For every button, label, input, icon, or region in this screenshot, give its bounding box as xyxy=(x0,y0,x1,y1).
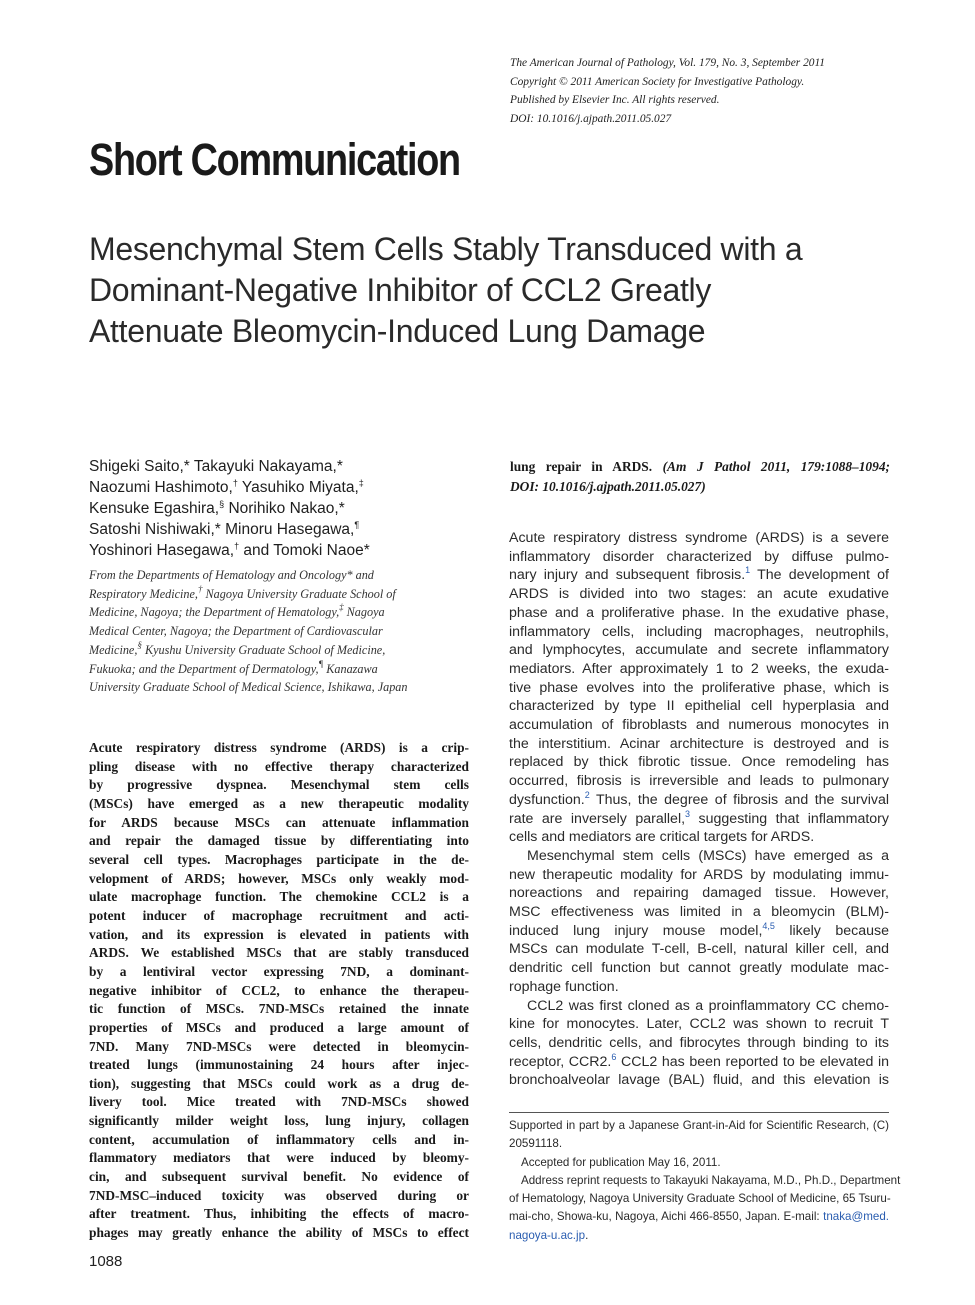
abstract-line: tic function of MSCs. 7ND-MSCs retained the innate xyxy=(89,1001,469,1017)
body-line: phase and a proliferative phase. In the exudative phase, xyxy=(509,604,889,621)
reference-link[interactable]: 6 xyxy=(611,1051,617,1062)
doi-line: DOI: 10.1016/j.ajpath.2011.05.027 xyxy=(510,112,672,125)
email-link[interactable]: nagoya-u.ac.jp xyxy=(509,1228,586,1242)
abstract xyxy=(89,739,469,1243)
citation-doi: DOI: 10.1016/j.ajpath.2011.05.027) xyxy=(510,478,706,494)
author-line: Kensuke Egashira,§ Norihiko Nakao,* xyxy=(89,499,345,517)
body-line: noreactions and repairing damaged tissue. However, xyxy=(509,885,889,902)
abstract-line: content, accumulation of inflammatory cells and in- xyxy=(89,1131,469,1147)
body-line: accumulation of fibroblasts and numerous monocytes in xyxy=(509,717,889,734)
section-heading: Short Communication xyxy=(89,134,460,185)
author-line: Yoshinori Hasegawa,† and Tomoki Naoe* xyxy=(89,541,370,559)
abstract-line: several cell types. Macrophages participate in the de- xyxy=(89,851,469,867)
body-line: characterized by type II epithelial cell hyperplasia and xyxy=(509,698,889,715)
body-line: MSCs can modulate T-cell, B-cell, natural killer cell, and xyxy=(509,941,889,958)
body-line: inflammatory disorder characterized by diffuse pulmo- xyxy=(509,548,889,565)
body-line: ARDS is divided into two stages: an acute exudative xyxy=(509,586,889,603)
abstract-line: 7ND. Many 7ND-MSCs were detected in bleomycin- xyxy=(89,1038,469,1054)
affiliation-line: Medicine, Nagoya; the Department of Hematology,‡ Nagoya xyxy=(89,602,385,620)
abstract-line: flammatory mediators that were induced by bleomy- xyxy=(89,1150,469,1166)
affiliation-line: University Graduate School of Medical Science, Ishikawa, Japan xyxy=(89,680,408,695)
journal-info xyxy=(510,54,930,128)
author-list xyxy=(89,456,489,561)
journal-citation: The American Journal of Pathology, Vol. 179, No. 3, September 2011 xyxy=(510,57,826,69)
body-line: MSC effectiveness was limited in a bleomycin (BLM)- xyxy=(509,904,889,921)
body-line: occurred, fibrosis is irreversible and leads to pulmonary xyxy=(509,773,889,790)
reference-link[interactable]: 2 xyxy=(584,789,590,800)
body-line: and lymphocytes, accumulate and secrete inflammatory xyxy=(509,642,889,659)
abstract-continuation xyxy=(510,457,890,496)
abstract-line: 7ND-MSC–induced toxicity was observed during or xyxy=(89,1187,469,1203)
address-note: mai-cho, Showa-ku, Nagoya, Aichi 466-8550, Japan. E-mail: tnaka@med. xyxy=(509,1210,889,1224)
body-line: rophage function. xyxy=(509,978,619,995)
abstract-line: Acute respiratory distress syndrome (ARDS) is a crip- xyxy=(89,740,469,755)
journal-reference: (Am J Pathol 2011, 179:1088–1094; xyxy=(662,459,890,474)
main-text xyxy=(509,529,889,1090)
title-line: Mesenchymal Stem Cells Stably Transduced with a xyxy=(89,231,803,267)
publisher-line: Published by Elsevier Inc. All rights reserved. xyxy=(510,94,720,107)
body-line: Acute respiratory distress syndrome (ARDS) is a severe xyxy=(509,530,889,546)
funding-note: 20591118. xyxy=(509,1137,563,1151)
body-line: replaced by thick fibrotic tissue. Once remodeling has xyxy=(509,754,889,771)
accepted-note: Accepted for publication May 16, 2011. xyxy=(521,1155,721,1169)
abstract-line: pling disease with no effective therapy characterized xyxy=(89,758,469,774)
affiliation-line: Medical Center, Nagoya; the Department of Cardiovascular xyxy=(89,624,383,639)
abstract-line: for ARDS because MSCs can attenuate inflammation xyxy=(89,814,469,830)
title-line: Dominant-Negative Inhibitor of CCL2 Greatly xyxy=(89,272,712,308)
body-line: the interstitium. Acinar architecture is destroyed and is xyxy=(509,735,889,752)
copyright-line: Copyright © 2011 American Society for Investigative Pathology. xyxy=(510,75,805,88)
body-line: CCL2 was first cloned as a proinflammatory CC chemo- xyxy=(527,997,889,1014)
affiliation-line: From the Departments of Hematology and Oncology* and xyxy=(89,568,374,582)
affiliation-line: Medicine,§ Kyushu University Graduate School of Medicine, xyxy=(89,639,386,657)
abstract-line: significantly milder weight loss, lung injury, collagen xyxy=(89,1113,469,1129)
article-title xyxy=(89,229,919,352)
body-line: inflammatory cells, including macrophages, neutrophils, xyxy=(509,623,889,640)
footnote-divider xyxy=(509,1112,889,1113)
abstract-line: by a lentiviral vector expressing 7ND, a dominant- xyxy=(89,963,469,979)
address-note: nagoya-u.ac.jp. xyxy=(509,1228,589,1242)
reference-link[interactable]: 1 xyxy=(745,565,751,576)
body-line: induced lung injury mouse model,$^{4,5}$ likely because xyxy=(509,920,889,939)
body-line: cells and mediators are critical targets for ARDS. xyxy=(509,829,815,846)
abstract-line: cin, and subsequent survival benefit. No evidence of xyxy=(89,1169,469,1185)
author-line: Satoshi Nishiwaki,* Minoru Hasegawa,¶ xyxy=(89,520,360,538)
body-line: mediators. After approximately 1 to 2 weeks, the exuda- xyxy=(509,660,889,677)
abstract-line: (MSCs) have emerged as a new therapeutic modality xyxy=(89,795,469,811)
abstract-line: vation, and its expression is elevated in patients with xyxy=(89,926,469,942)
affiliation-line: Respiratory Medicine,† Nagoya University Graduate School of xyxy=(89,583,396,601)
body-line: bronchoalveolar lavage (BAL) fluid, and this elevation is xyxy=(509,1072,889,1089)
abstract-line: velopment of ARDS; however, MSCs only weakly mod- xyxy=(89,870,469,886)
page-number: 1088 xyxy=(89,1253,123,1270)
body-line: dendritic cell function but cannot greatly modulate mac- xyxy=(509,960,889,977)
body-line: tive phase evolves into the proliferative phase, which is xyxy=(509,679,889,696)
reference-link[interactable]: 4,5 xyxy=(762,920,775,931)
abstract-line: potent inducer of macrophage recruitment and acti- xyxy=(89,907,469,923)
funding-note: Supported in part by a Japanese Grant-in-Aid for Scientific Research, (C) xyxy=(509,1119,889,1132)
body-line: receptor, CCR2.$^6$ CCL2 has been reported to be elevated in xyxy=(509,1051,889,1070)
abstract-line: livery tool. Mice treated with 7ND-MSCs showed xyxy=(89,1094,469,1110)
abstract-line: properties of MSCs and produced a large amount of xyxy=(89,1019,469,1035)
email-link[interactable]: tnaka@med. xyxy=(823,1210,889,1224)
title-line: Attenuate Bleomycin-Induced Lung Damage xyxy=(89,313,706,349)
citation-line-1: lung repair in ARDS. (Am J Pathol 2011, 179:1088–1094; xyxy=(510,459,890,474)
body-line: cells, dendritic cells, and fibrocytes through binding to its xyxy=(509,1034,889,1051)
author-line: Naozumi Hashimoto,† Yasuhiko Miyata,‡ xyxy=(89,478,364,496)
abstract-line: and repair the damaged tissue by differentiating into xyxy=(89,833,469,849)
address-note: Address reprint requests to Takayuki Nakayama, M.D., Ph.D., Department xyxy=(521,1173,901,1187)
abstract-line: tion), suggesting that MSCs could work as a drug de- xyxy=(89,1075,469,1091)
abstract-line: phages may greatly enhance the ability of MSCs to effect xyxy=(89,1225,469,1241)
body-line: nary injury and subsequent fibrosis.$^1$ The development of xyxy=(509,565,889,584)
body-line: rate are inversely parallel,$^3$ suggesting that inflammatory xyxy=(509,808,889,827)
affiliations xyxy=(89,566,474,697)
abstract-line: negative inhibitor of CCL2, to enhance the therapeu- xyxy=(89,982,469,998)
address-note: of Hematology, Nagoya University Graduate School of Medicine, 65 Tsuru- xyxy=(509,1192,891,1206)
reference-link[interactable]: 3 xyxy=(685,808,691,819)
author-line: Shigeki Saito,* Takayuki Nakayama,* xyxy=(89,458,343,475)
abstract-line: treated lungs (immunostaining 24 hours after injec- xyxy=(89,1057,469,1073)
body-line: dysfunction.$^2$ Thus, the degree of fibrosis and the survival xyxy=(509,789,889,808)
body-line: new therapeutic modality for ARDS by modulating immu- xyxy=(509,866,889,883)
abstract-line: by progressive dyspnea. Mesenchymal stem cells xyxy=(89,777,469,793)
affiliation-line: Fukuoka; and the Department of Dermatology,¶ Kanazawa xyxy=(89,658,378,676)
abstract-line: ulate macrophage function. The chemokine CCL2 is a xyxy=(89,889,469,905)
footnotes xyxy=(509,1117,901,1245)
abstract-line: ARDS. We established MSCs that are stably transduced xyxy=(89,945,469,961)
body-line: kine for monocytes. Later, CCL2 was shown to recruit T xyxy=(509,1016,889,1033)
body-line: Mesenchymal stem cells (MSCs) have emerged as a xyxy=(527,847,889,864)
abstract-line: after treatment. Thus, inhibiting the effects of macro- xyxy=(89,1206,469,1222)
